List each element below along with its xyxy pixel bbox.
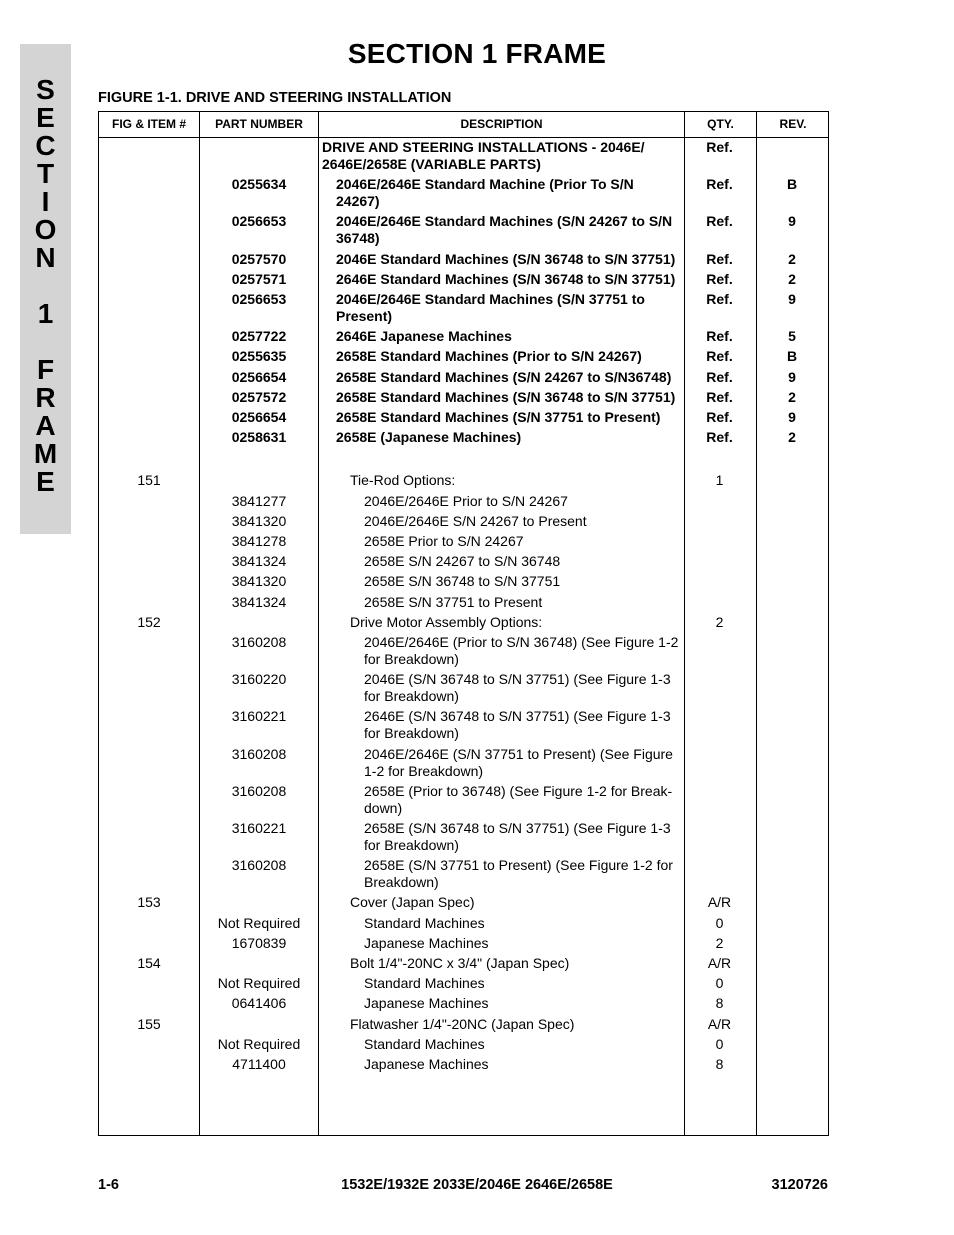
description-cell: Bolt 1/4"-20NC x 3/4" (Japan Spec) [350,955,570,971]
description-cell: 2658E Standard Machines (Prior to S/N 24267) [336,348,642,365]
part-number-cell: 0255635 [231,348,287,365]
side-tab-letter: C [35,130,56,161]
section-side-tab [20,44,71,534]
description-cell: 2046E/2646E Standard Machine (Prior To S/N 24267) [336,176,634,210]
rev-cell: 9 [788,291,796,307]
description-cell: 2046E/2646E Standard Machines (S/N 24267 to S/N 36748) [336,213,673,247]
rev-cell: 2 [788,429,796,446]
side-tab-letter: N [35,242,56,273]
qty-cell: Ref. [706,176,733,193]
header-description: DESCRIPTION [460,117,543,131]
part-number-cell: 0257572 [231,388,287,405]
page-title: SECTION 1 FRAME [347,38,607,69]
description-cell: Japanese Machines [364,995,489,1012]
footer-page-number: 1-6 [98,1177,119,1193]
qty-cell: 2 [715,934,724,951]
side-tab-letter: I [41,186,50,217]
part-number-cell: 1670839 [231,934,287,951]
description-cell: Japanese Machines [364,1056,489,1072]
part-number-cell: 3160221 [231,708,287,725]
part-number-cell: 3841324 [231,593,287,610]
part-number-cell: 3841277 [231,492,287,509]
header-rev: REV. [779,117,807,131]
qty-cell: 8 [715,1056,724,1072]
qty-cell: Ref. [706,328,733,345]
part-number-cell: 0256654 [231,368,287,385]
qty-cell: A/R [707,955,732,971]
qty-cell: Ref. [706,409,733,425]
qty-cell: 8 [715,995,724,1012]
side-tab-letter: F [36,354,55,385]
description-cell: DRIVE AND STEERING INSTALLATIONS - 2046E/ 2646E/2658E (VARIABLE PARTS) [322,139,645,172]
header-fig-item: FIG & ITEM # [111,117,186,131]
description-cell: 2046E/2646E Prior to S/N 24267 [364,492,568,509]
qty-cell: Ref. [706,250,733,267]
part-number-cell: 0257722 [231,328,287,345]
side-tab-letter: O [34,214,57,245]
description-cell: 2046E (S/N 36748 to S/N 37751) (See Figure 1-3 for Breakdown) [364,671,671,705]
description-cell: Japanese Machines [364,934,489,951]
part-number-cell: 3160220 [231,671,287,688]
footer-models: 1532E/1932E 2033E/2046E 2646E/2658E [341,1177,613,1193]
description-cell: Drive Motor Assembly Options: [350,613,543,630]
part-number-cell: Not Required [217,975,301,992]
fig-item-cell: 155 [137,1015,161,1032]
header-qty: QTY. [707,117,734,131]
description-cell: 2658E S/N 36748 to S/N 37751 [364,573,561,590]
part-number-cell: 0257570 [231,250,287,267]
description-cell: Cover (Japan Spec) [350,894,475,911]
description-cell: 2658E S/N 37751 to Present [364,593,543,610]
rev-cell: 5 [788,328,796,345]
side-tab-letter: E [36,102,55,133]
part-number-cell: 3841320 [231,512,287,529]
qty-cell: Ref. [706,270,733,287]
qty-cell: 0 [715,1035,724,1052]
side-tab-letter: E [36,466,55,497]
fig-item-cell: 153 [137,894,161,911]
rev-cell: 2 [788,388,796,405]
qty-cell: Ref. [706,388,733,405]
qty-cell: Ref. [706,429,733,446]
side-tab-letter: M [33,438,58,469]
part-number-cell: 0256653 [231,213,287,230]
rev-cell: B [786,348,798,365]
description-cell: 2046E/2646E Standard Machines (S/N 37751 to Present) [336,291,645,324]
rev-cell: 2 [788,250,796,267]
part-number-cell: 0641406 [231,995,287,1012]
rev-cell: B [786,176,798,193]
part-number-cell: 0255634 [231,176,287,193]
description-cell: 2046E/2646E S/N 24267 to Present [364,512,587,529]
description-cell: 2658E S/N 24267 to S/N 36748 [364,553,561,570]
part-number-cell: 3160208 [231,634,287,650]
side-tab-letter: 1 [37,298,54,329]
part-number-cell: Not Required [217,1035,301,1052]
description-cell: 2658E (S/N 36748 to S/N 37751) (See Figure 1-3 for Breakdown) [364,820,671,853]
description-cell: 2658E (Prior to 36748) (See Figure 1-2 for Break- down) [364,782,673,816]
fig-item-cell: 151 [137,472,161,489]
part-number-cell: 3160221 [231,820,287,836]
header-divider [99,137,828,138]
description-cell: 2646E Standard Machines (S/N 36748 to S/N 37751) [336,270,676,287]
qty-cell: Ref. [706,213,733,230]
description-cell: 2046E/2646E (Prior to S/N 36748) (See Figure 1-2 for Breakdown) [364,634,679,667]
part-number-cell: 0258631 [231,429,287,446]
qty-cell: Ref. [706,348,733,365]
description-cell: 2646E Japanese Machines [336,328,512,345]
rev-cell: 9 [788,368,796,385]
description-cell: Flatwasher 1/4"-20NC (Japan Spec) [350,1015,575,1032]
description-cell: 2658E Standard Machines (S/N 37751 to Present) [336,409,661,425]
side-tab-letter: S [36,74,55,105]
description-cell: 2046E/2646E (S/N 37751 to Present) (See Figure 1-2 for Breakdown) [364,745,673,779]
part-number-cell: 4711400 [232,1056,286,1072]
side-tab-letter: A [35,410,56,441]
qty-cell: 0 [715,975,724,992]
description-cell: Standard Machines [364,975,485,992]
description-cell: 2658E Prior to S/N 24267 [364,533,524,549]
qty-cell: Ref. [706,139,733,155]
header-part-number: PART NUMBER [215,117,303,131]
side-tab-letter: R [35,382,56,413]
rev-cell: 2 [788,270,796,287]
fig-item-cell: 152 [137,613,161,630]
fig-item-cell: 154 [137,955,161,971]
rev-cell: 9 [788,213,796,230]
parts-table [98,111,829,1136]
description-cell: Tie-Rod Options: [350,472,456,489]
qty-cell: A/R [707,894,732,911]
part-number-cell: 3160208 [231,745,287,762]
rev-cell: 9 [788,409,796,425]
qty-cell: 1 [715,472,724,489]
part-number-cell: 0256653 [231,291,287,307]
qty-cell: A/R [707,1015,732,1032]
description-cell: 2646E (S/N 36748 to S/N 37751) (See Figure 1-3 for Breakdown) [364,708,671,742]
qty-cell: Ref. [706,368,733,385]
part-number-cell: 3160208 [231,857,287,874]
side-tab-letter: T [36,158,55,189]
qty-cell: Ref. [706,291,733,307]
figure-title: FIGURE 1-1. DRIVE AND STEERING INSTALLATION [98,90,452,106]
description-cell: Standard Machines [364,1035,485,1052]
part-number-cell: 3160208 [231,782,287,799]
part-number-cell: 0257571 [231,270,287,287]
part-number-cell: 3841320 [231,573,287,590]
description-cell: Standard Machines [364,914,485,931]
part-number-cell: 3841278 [231,533,287,549]
part-number-cell: Not Required [217,914,301,931]
description-cell: 2658E (S/N 37751 to Present) (See Figure 1-2 for Breakdown) [364,857,673,891]
description-cell: 2658E Standard Machines (S/N 24267 to S/N36748) [336,368,672,385]
description-cell: 2658E Standard Machines (S/N 36748 to S/N 37751) [336,388,676,405]
qty-cell: 0 [715,914,724,931]
part-number-cell: 0256654 [231,409,287,425]
description-cell: 2046E Standard Machines (S/N 36748 to S/N 37751) [336,250,676,267]
footer-doc-number: 3120726 [771,1177,828,1193]
description-cell: 2658E (Japanese Machines) [336,429,522,446]
part-number-cell: 3841324 [231,553,287,570]
qty-cell: 2 [715,613,724,630]
